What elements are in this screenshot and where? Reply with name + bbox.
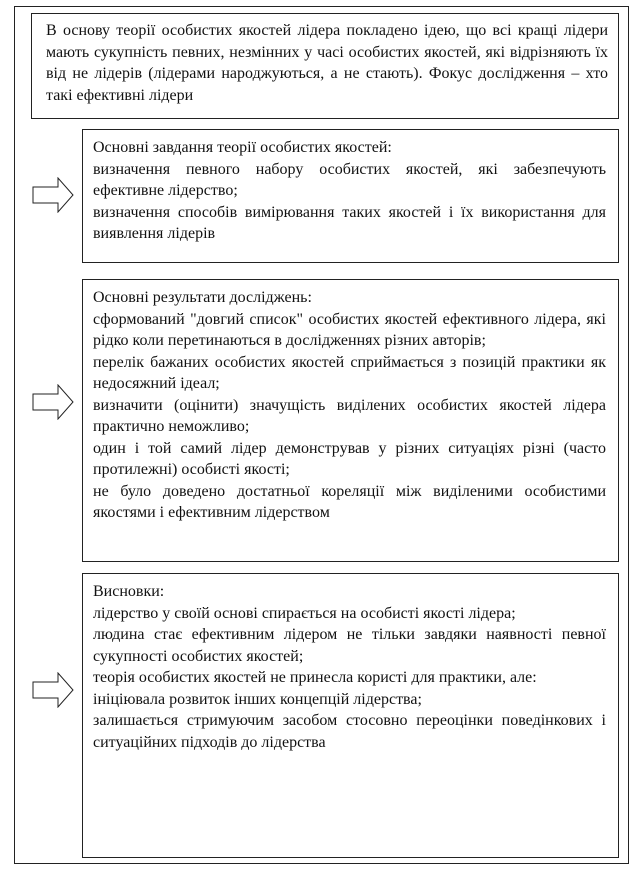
list-item: теорія особистих якостей не принесла користі для практики, але: xyxy=(93,669,537,686)
arrow-right-icon xyxy=(32,672,74,708)
list-item: людина стає ефективним лідером не тільки завдяки наявності певної сукупності особистих якостей; xyxy=(93,626,606,665)
results-box xyxy=(82,279,619,562)
list-item: визначення способів вимірювання таких якостей і їх використання для виявлення лідерів xyxy=(93,203,606,242)
list-item: лідерство у своїй основі спирається на особисті якості лідера; xyxy=(93,604,516,622)
intro-box xyxy=(31,13,619,119)
results-heading: Основні результати досліджень: xyxy=(93,289,312,306)
list-item: залишається стримуючим засобом стосовно переоцінки поведінкових і ситуаційних підходів до лідерства xyxy=(93,712,606,751)
list-item: один і той самий лідер демонстрував у різних ситуаціях різні (часто протилежні) особисті якості; xyxy=(93,439,606,478)
list-item: сформований "довгий список" особистих якостей ефективного лідера, які рідко коли перетинаються в дослідженнях різних авторів; xyxy=(93,310,606,349)
arrow-right-icon xyxy=(32,177,74,213)
conclusions-box xyxy=(82,573,619,858)
intro-text: В основу теорії особистих якостей лідера покладено ідею, що всі кращі лідери мають сукупність певних, незмінних у часі особистих якостей, які відрізняють їх від не лідерів (лідерами народжуються, а не стають). Фокус дослідження – хто такі ефективні лідери xyxy=(46,22,608,104)
list-item: не було доведено достатньої кореляції між виділеними особистими якостями і ефективним лідерством xyxy=(93,482,606,521)
list-item: визначити (оцінити) значущість виділених особистих якостей лідера практично неможливо; xyxy=(93,396,606,435)
tasks-heading: Основні завдання теорії особистих якостей: xyxy=(93,139,392,156)
conclusions-heading: Висновки: xyxy=(93,583,165,600)
arrow-right-icon xyxy=(32,384,74,420)
list-item: ініціювала розвиток інших концепцій лідерства; xyxy=(93,690,422,708)
list-item: перелік бажаних особистих якостей сприймається з позицій практики як недосяжний ідеал; xyxy=(93,353,606,392)
tasks-box xyxy=(82,129,619,263)
list-item: визначення певного набору особистих якостей, які забезпечують ефективне лідерство; xyxy=(93,160,606,199)
